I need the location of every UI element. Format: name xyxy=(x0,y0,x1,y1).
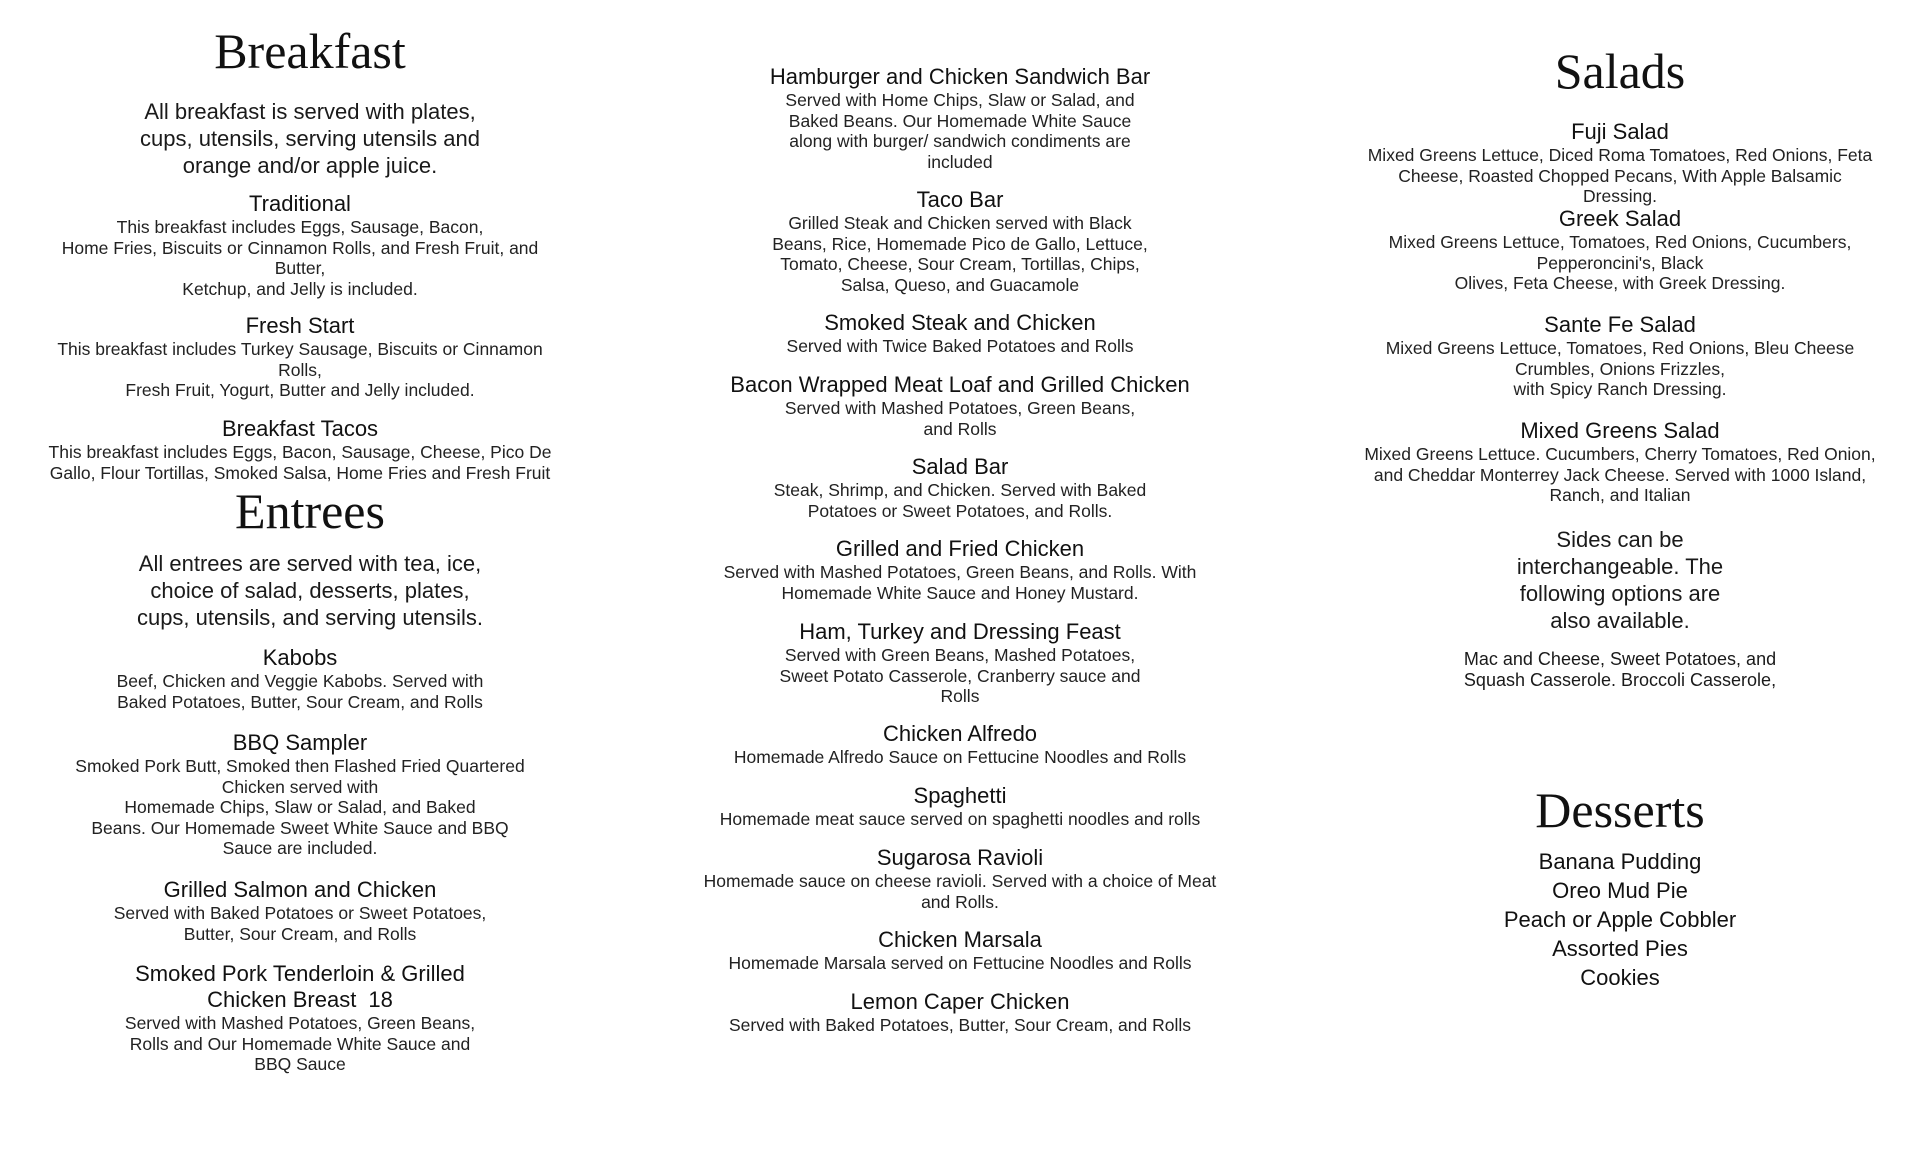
dessert-item: Oreo Mud Pie xyxy=(1552,878,1688,903)
sides-intro xyxy=(1470,526,1770,634)
intro-line: also available. xyxy=(1550,608,1690,633)
item-description: Served with Baked Potatoes, Butter, Sour Cream, and Rolls xyxy=(728,1015,1192,1035)
menu-item-sugarosa-ravioli xyxy=(690,845,1230,912)
entrees-heading-block xyxy=(150,483,470,539)
salads-title: Salads xyxy=(1554,43,1686,99)
item-name: Bacon Wrapped Meat Loaf and Grilled Chicken xyxy=(730,372,1190,397)
menu-item-fresh-start xyxy=(40,313,560,401)
item-description: This breakfast includes Eggs, Sausage, Bacon, Home Fries, Biscuits or Cinnamon Rolls, and Fresh Fruit, and Butter, Ketchup, and Jelly is included. xyxy=(61,217,539,299)
breakfast-heading-block xyxy=(150,23,470,79)
item-description: Mixed Greens Lettuce, Tomatoes, Red Onions, Cucumbers, Pepperoncini's, Black Olives, Feta Cheese, with Greek Dressing. xyxy=(1388,232,1852,293)
item-description: Homemade Alfredo Sauce on Fettucine Noodles and Rolls xyxy=(733,747,1187,767)
menu-item-grilled-salmon xyxy=(60,877,540,944)
item-name: Fuji Salad xyxy=(1571,119,1669,144)
item-description: Mixed Greens Lettuce. Cucumbers, Cherry Tomatoes, Red Onion, and Cheddar Monterrey Jack Cheese. Served with 1000 Island, Ranch, and Italian xyxy=(1364,444,1876,505)
entrees-title: Entrees xyxy=(235,483,385,539)
intro-line: interchangeable. The xyxy=(1516,554,1724,579)
item-description: Homemade Marsala served on Fettucine Noodles and Rolls xyxy=(728,953,1192,973)
item-description: This breakfast includes Eggs, Bacon, Sausage, Cheese, Pico De Gallo, Flour Tortillas, Smoked Salsa, Home Fries and Fresh Fruit xyxy=(48,442,552,483)
item-name: Ham, Turkey and Dressing Feast xyxy=(799,619,1121,644)
item-name: Lemon Caper Chicken xyxy=(850,989,1070,1014)
intro-line: choice of salad, desserts, plates, xyxy=(150,578,470,603)
item-name: Kabobs xyxy=(262,645,338,670)
menu-item-spaghetti xyxy=(700,783,1220,830)
item-name: Chicken Marsala xyxy=(878,927,1042,952)
item-name: Fresh Start xyxy=(245,313,355,338)
item-name: Chicken Alfredo xyxy=(882,721,1038,746)
dessert-item: Cookies xyxy=(1580,965,1660,990)
menu-item-taco-bar xyxy=(700,187,1220,295)
item-description: Served with Green Beans, Mashed Potatoes, Sweet Potato Casserole, Cranberry sauce and Rolls xyxy=(779,645,1141,706)
sides-list: Mac and Cheese, Sweet Potatoes, and Squash Casserole. Broccoli Casserole, xyxy=(1463,649,1777,690)
menu-item-sante-fe-salad xyxy=(1360,312,1880,400)
item-description: Homemade sauce on cheese ravioli. Served with a choice of Meat and Rolls. xyxy=(703,871,1217,912)
desserts-list xyxy=(1450,847,1790,992)
item-name: Smoked Steak and Chicken xyxy=(824,310,1096,335)
menu-item-traditional xyxy=(40,191,560,299)
menu-item-salad-bar xyxy=(700,454,1220,521)
item-name: Sante Fe Salad xyxy=(1544,312,1696,337)
item-name: Grilled Salmon and Chicken xyxy=(163,877,437,902)
item-name: Mixed Greens Salad xyxy=(1520,418,1720,443)
menu-item-ham-turkey-feast xyxy=(700,619,1220,707)
item-name: Breakfast Tacos xyxy=(221,416,379,441)
menu-item-chicken-alfredo xyxy=(700,721,1220,768)
item-description: This breakfast includes Turkey Sausage, Biscuits or Cinnamon Rolls, Fresh Fruit, Yogurt, Butter and Jelly included. xyxy=(57,339,543,400)
desserts-title: Desserts xyxy=(1535,782,1705,838)
menu-item-breakfast-tacos xyxy=(40,416,560,483)
salads-heading-block xyxy=(1450,43,1790,99)
menu-item-smoked-pork-tenderloin xyxy=(60,961,540,1075)
dessert-item: Banana Pudding xyxy=(1538,849,1702,874)
item-name: Sugarosa Ravioli xyxy=(876,845,1044,870)
menu-item-lemon-caper-chicken xyxy=(700,989,1220,1036)
menu-item-meat-loaf xyxy=(690,372,1230,439)
item-description: Steak, Shrimp, and Chicken. Served with Baked Potatoes or Sweet Potatoes, and Rolls. xyxy=(773,480,1147,521)
menu-item-kabobs xyxy=(60,645,540,712)
desserts-heading-block xyxy=(1450,782,1790,838)
menu-item-fuji-salad xyxy=(1360,119,1880,207)
menu-item-grilled-fried-chicken xyxy=(700,536,1220,603)
breakfast-title: Breakfast xyxy=(214,23,406,79)
item-price: 18 xyxy=(368,987,393,1012)
intro-line: All entrees are served with tea, ice, xyxy=(138,551,482,576)
item-name: Spaghetti xyxy=(913,783,1007,808)
item-description: Beef, Chicken and Veggie Kabobs. Served with Baked Potatoes, Butter, Sour Cream, and Rolls xyxy=(116,671,484,712)
item-description: Served with Baked Potatoes or Sweet Potatoes, Butter, Sour Cream, and Rolls xyxy=(113,903,487,944)
item-description: Served with Mashed Potatoes, Green Beans, and Rolls. With Homemade White Sauce and Honey Mustard. xyxy=(723,562,1197,603)
item-description: Grilled Steak and Chicken served with Black Beans, Rice, Homemade Pico de Gallo, Lettuce, Tomato, Cheese, Sour Cream, Tortillas, Chips, Salsa, Queso, and Guacamole xyxy=(772,213,1148,295)
dessert-item: Assorted Pies xyxy=(1552,936,1688,961)
item-description: Served with Home Chips, Slaw or Salad, and Baked Beans. Our Homemade White Sauce along with burger/ sandwich condiments are included xyxy=(785,90,1135,172)
menu-item-hamburger-bar xyxy=(700,64,1220,172)
item-name: Greek Salad xyxy=(1558,206,1682,231)
menu-item-smoked-steak xyxy=(700,310,1220,357)
item-name: Hamburger and Chicken Sandwich Bar xyxy=(769,64,1151,89)
menu-item-greek-salad xyxy=(1360,206,1880,294)
intro-line: cups, utensils, and serving utensils. xyxy=(136,605,484,630)
intro-line: cups, utensils, serving utensils and xyxy=(140,126,480,151)
item-description: Homemade meat sauce served on spaghetti noodles and rolls xyxy=(719,809,1201,829)
item-description: Served with Mashed Potatoes, Green Beans, Rolls and Our Homemade White Sauce and BBQ Sauce xyxy=(124,1013,476,1074)
entrees-intro xyxy=(110,550,510,631)
menu-item-mixed-greens-salad xyxy=(1350,418,1890,506)
item-description: Mixed Greens Lettuce, Diced Roma Tomatoes, Red Onions, Feta Cheese, Roasted Chopped Pecans, With Apple Balsamic Dressing. xyxy=(1367,145,1873,206)
item-description: Served with Mashed Potatoes, Green Beans, and Rolls xyxy=(784,398,1136,439)
breakfast-intro xyxy=(110,98,510,179)
item-name: Smoked Pork Tenderloin & Grilled Chicken Breast 18 xyxy=(135,961,465,1012)
dessert-item: Peach or Apple Cobbler xyxy=(1503,907,1737,932)
menu-item-bbq-sampler xyxy=(60,730,540,859)
item-name: Traditional xyxy=(249,191,351,216)
item-description: Served with Twice Baked Potatoes and Rolls xyxy=(786,336,1134,356)
intro-line: following options are xyxy=(1519,581,1721,606)
intro-line: All breakfast is served with plates, xyxy=(144,99,476,124)
item-name: BBQ Sampler xyxy=(232,730,368,755)
menu-item-chicken-marsala xyxy=(700,927,1220,974)
item-description: Smoked Pork Butt, Smoked then Flashed Fried Quartered Chicken served with Homemade Chips, Slaw or Salad, and Baked Beans. Our Homemade Sweet White Sauce and BBQ Sauce are included. xyxy=(75,756,525,858)
item-description: Mixed Greens Lettuce, Tomatoes, Red Onions, Bleu Cheese Crumbles, Onions Frizzles, with Spicy Ranch Dressing. xyxy=(1385,338,1855,399)
intro-line: orange and/or apple juice. xyxy=(182,153,438,178)
intro-line: Sides can be xyxy=(1556,527,1684,552)
item-name: Taco Bar xyxy=(916,187,1004,212)
item-name: Salad Bar xyxy=(911,454,1009,479)
item-name: Grilled and Fried Chicken xyxy=(835,536,1085,561)
